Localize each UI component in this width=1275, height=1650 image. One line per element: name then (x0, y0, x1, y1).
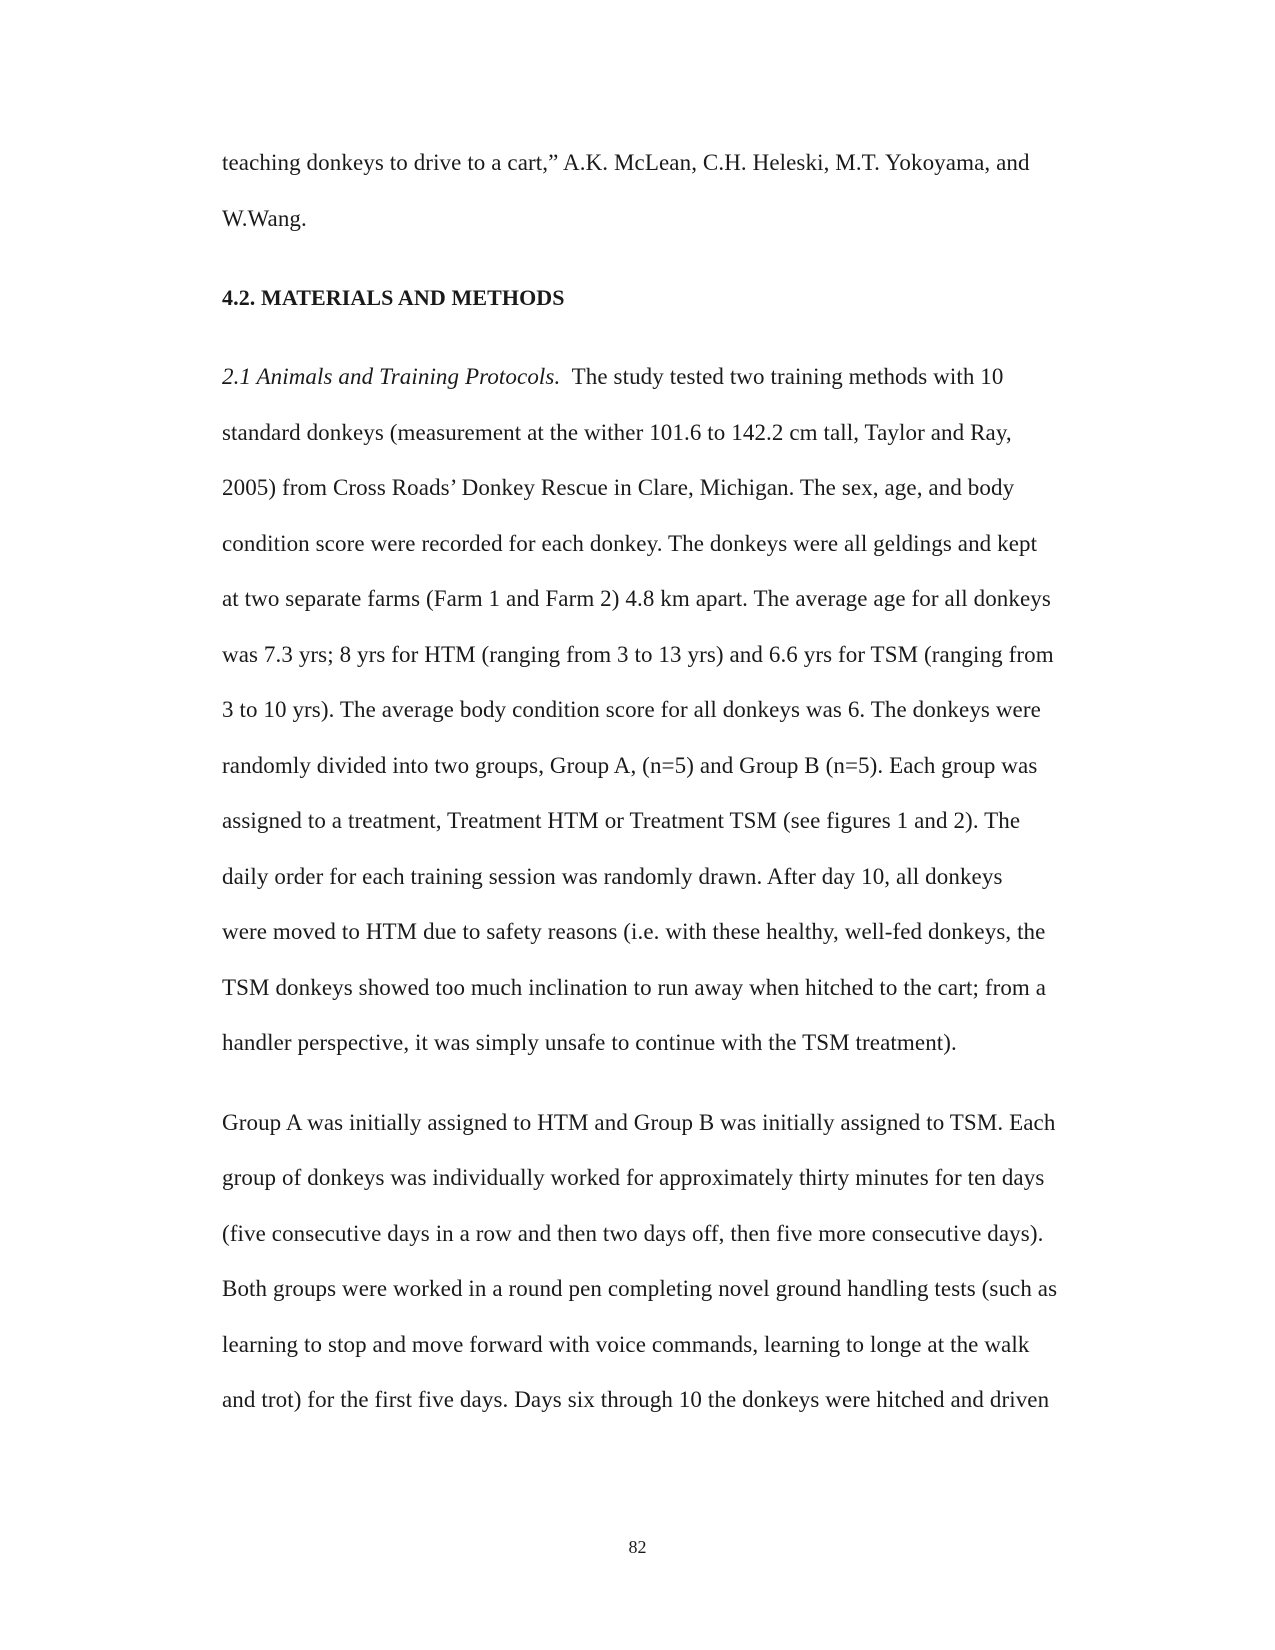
paragraph-2-line: Group A was initially assigned to HTM and Group B was initially assigned to TSM. Each (222, 1110, 1056, 1135)
paragraph-1-line: was 7.3 yrs; 8 yrs for HTM (ranging from 3 to 13 yrs) and 6.6 yrs for TSM (ranging from (222, 642, 1054, 667)
paragraph-1-line: were moved to HTM due to safety reasons (i.e. with these healthy, well-fed donkeys, the (222, 919, 1046, 944)
paragraph-1-line: assigned to a treatment, Treatment HTM or Treatment TSM (see figures 1 and 2). The (222, 808, 1021, 833)
paragraph-1-line: standard donkeys (measurement at the wither 101.6 to 142.2 cm tall, Taylor and Ray, (222, 420, 1012, 445)
continuation-line-2: W.Wang. (222, 206, 307, 231)
paragraph-1-first-line (222, 362, 1004, 392)
page-number: 82 (628, 1537, 647, 1557)
paragraph-2-line: Both groups were worked in a round pen completing novel ground handling tests (such as (222, 1276, 1058, 1301)
paragraph-2-line: learning to stop and move forward with voice commands, learning to longe at the walk (222, 1332, 1030, 1357)
paragraph-1-line: condition score were recorded for each donkey. The donkeys were all geldings and kept (222, 531, 1038, 556)
paragraph-2-line: (five consecutive days in a row and then two days off, then five more consecutive days). (222, 1221, 1044, 1246)
paragraph-1-line: daily order for each training session was randomly drawn. After day 10, all donkeys (222, 864, 1003, 889)
paragraph-1-line: TSM donkeys showed too much inclination to run away when hitched to the cart; from a (222, 975, 1047, 1000)
paragraph-1-line: 3 to 10 yrs). The average body condition score for all donkeys was 6. The donkeys were (222, 697, 1041, 722)
paragraph-2-line: and trot) for the first five days. Days six through 10 the donkeys were hitched and driven (222, 1387, 1050, 1412)
subsection-heading: 2.1 Animals and Training Protocols. (222, 364, 561, 389)
paragraph-1-line: at two separate farms (Farm 1 and Farm 2) 4.8 km apart. The average age for all donkeys (222, 586, 1051, 611)
paragraph-1-line: 2005) from Cross Roads’ Donkey Rescue in Clare, Michigan. The sex, age, and body (222, 475, 1015, 500)
paragraph-1-first-line-text: The study tested two training methods with 10 (571, 364, 1004, 389)
paragraph-1-line: randomly divided into two groups, Group A, (n=5) and Group B (n=5). Each group was (222, 753, 1038, 778)
paragraph-1-line: handler perspective, it was simply unsafe to continue with the TSM treatment). (222, 1030, 957, 1055)
continuation-line-1: teaching donkeys to drive to a cart,” A.K. McLean, C.H. Heleski, M.T. Yokoyama, and (222, 150, 1030, 175)
section-heading: 4.2. MATERIALS AND METHODS (222, 285, 565, 310)
paragraph-2-line: group of donkeys was individually worked for approximately thirty minutes for ten days (222, 1165, 1045, 1190)
